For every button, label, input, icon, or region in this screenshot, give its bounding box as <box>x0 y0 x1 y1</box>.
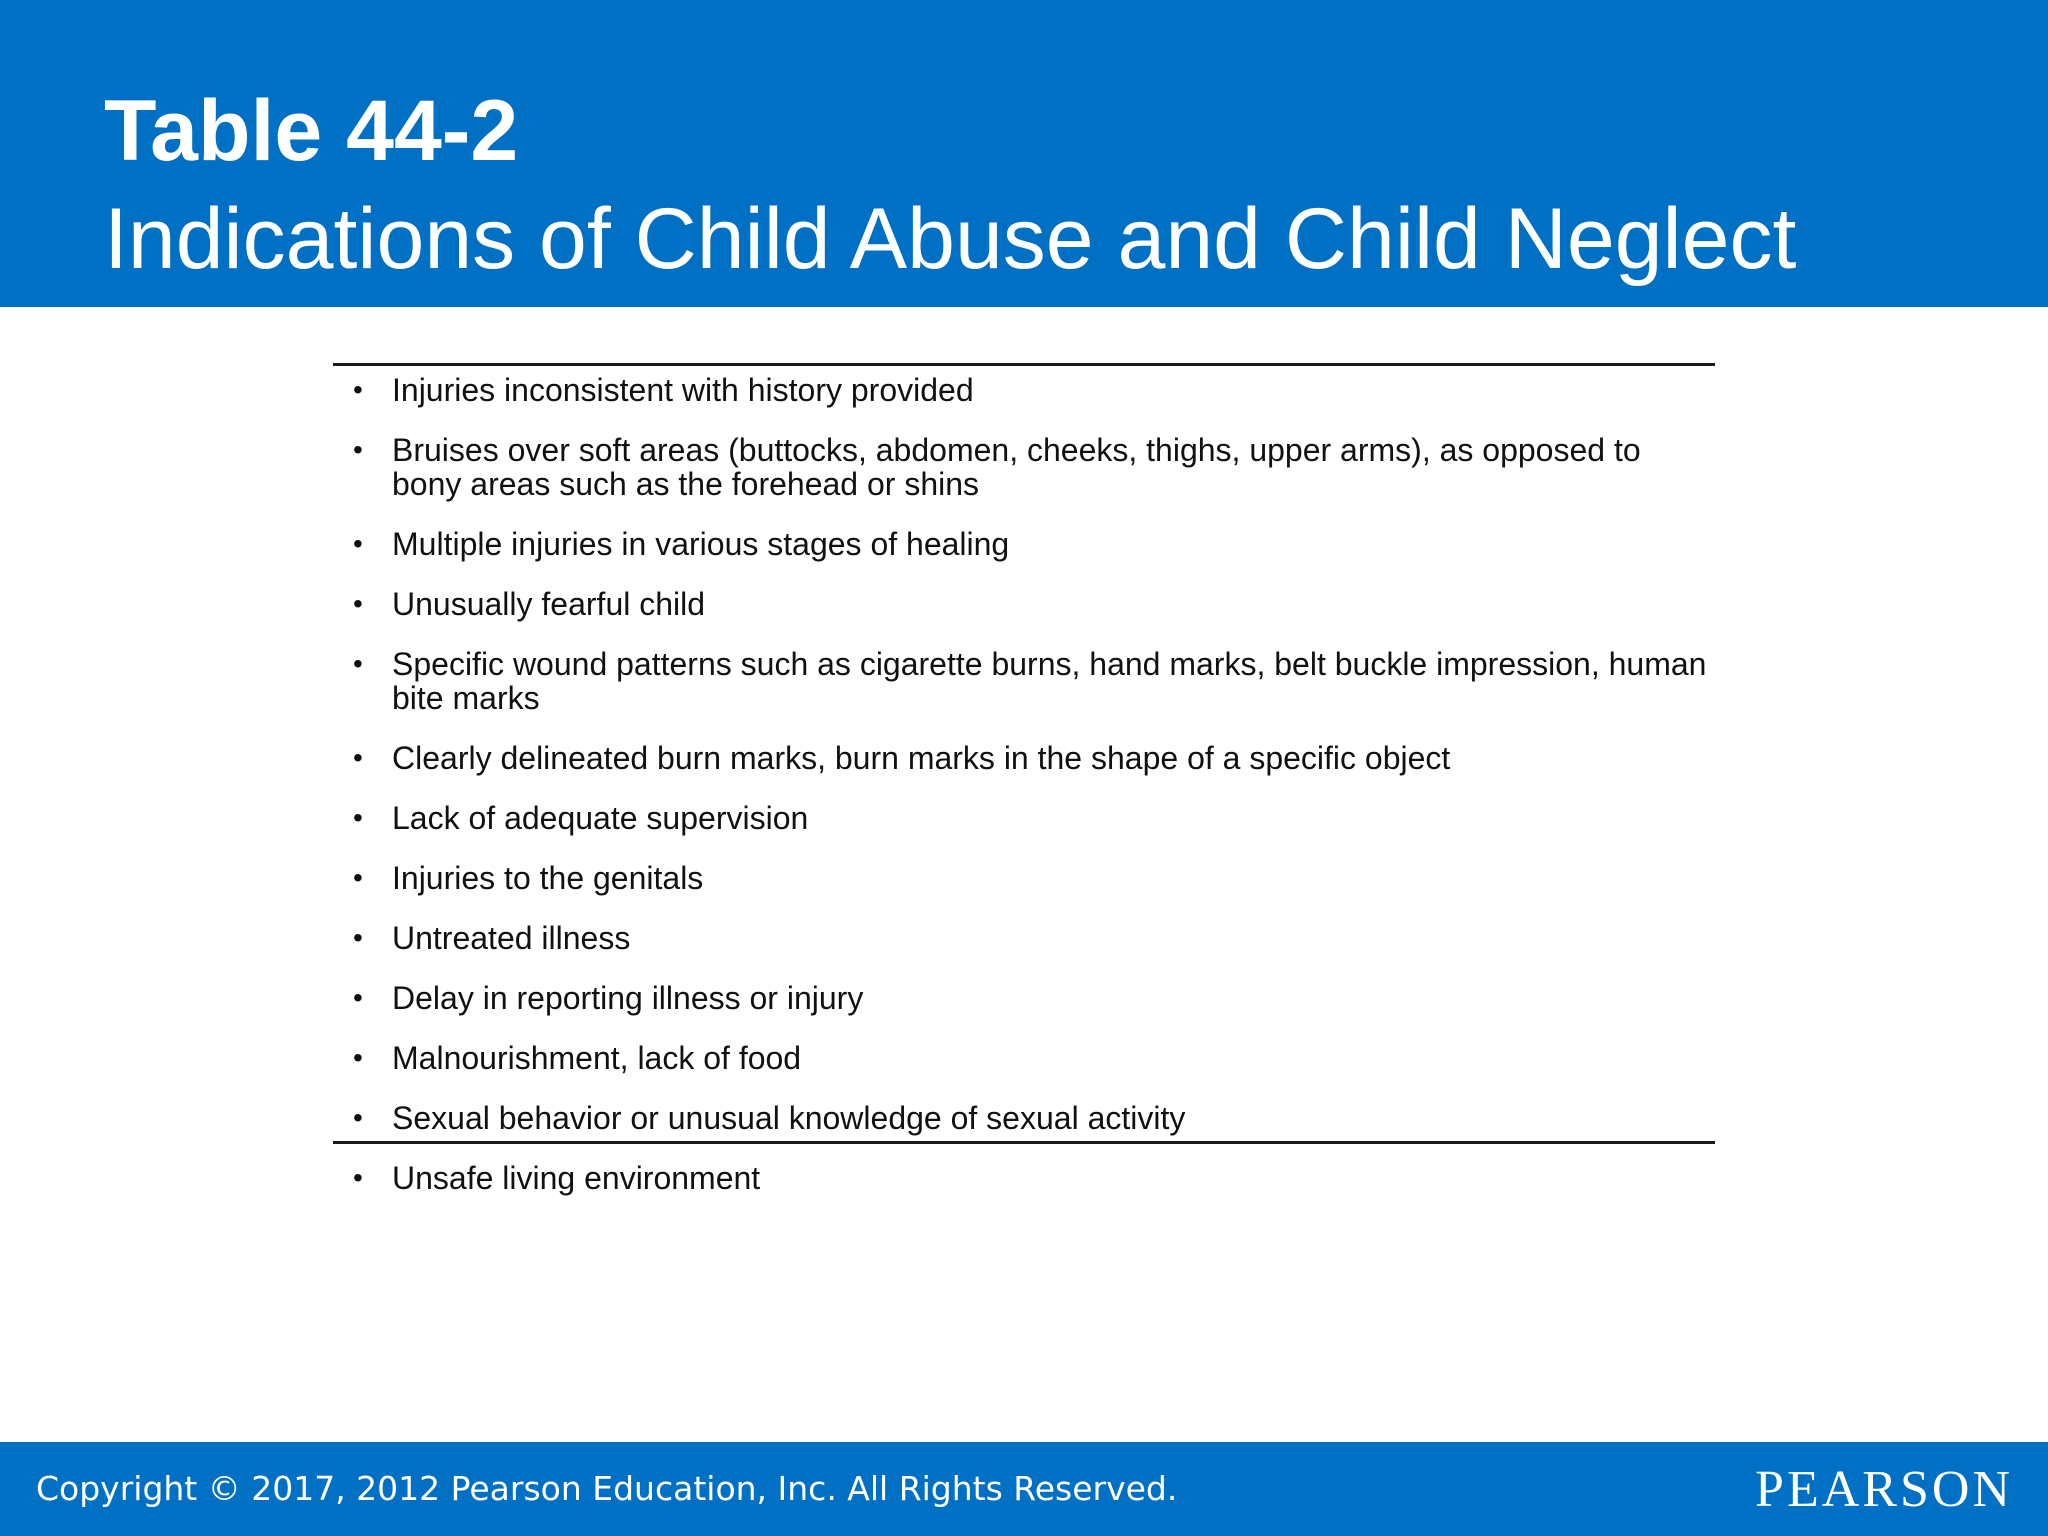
footer-bar <box>0 1442 2048 1536</box>
list-item <box>333 914 1715 955</box>
list-item <box>333 974 1715 1015</box>
bullet: • <box>353 528 363 559</box>
bullet: • <box>353 1162 363 1193</box>
list-item-text: Delay in reporting illness or injury <box>392 980 864 1016</box>
list-item <box>333 520 1715 561</box>
list-item <box>333 1094 1715 1135</box>
table-number: Table 44-2 <box>104 83 519 179</box>
bullet: • <box>353 982 363 1013</box>
bullet: • <box>353 922 363 953</box>
bullet: • <box>353 1102 363 1133</box>
list-item <box>333 1034 1715 1075</box>
list-item <box>333 580 1715 621</box>
bullet: • <box>353 802 363 833</box>
list-item <box>333 794 1715 835</box>
list-item <box>333 854 1715 895</box>
pearson-logo: PEARSON <box>1755 1461 2013 1518</box>
list-item <box>333 640 1715 715</box>
table-bottom-rule <box>333 1141 1715 1144</box>
list-item-text: Bruises over soft areas (buttocks, abdomen, cheeks, thighs, upper arms), as opposed to bony areas such as the forehead or shins <box>392 432 1641 502</box>
bullet: • <box>353 1042 363 1073</box>
list-item <box>333 426 1715 501</box>
list-item-text: Unsafe living environment <box>392 1160 761 1196</box>
list-item-text: Injuries to the genitals <box>392 860 704 896</box>
list-item-text: Clearly delineated burn marks, burn marks in the shape of a specific object <box>392 740 1451 776</box>
list-item-text: Sexual behavior or unusual knowledge of sexual activity <box>392 1100 1186 1136</box>
indications-list <box>333 366 1715 1214</box>
bullet: • <box>353 374 363 405</box>
page-title: Indications of Child Abuse and Child Neglect <box>104 191 1797 287</box>
bullet: • <box>353 648 363 679</box>
list-item-text: Untreated illness <box>392 920 631 956</box>
list-item-text: Multiple injuries in various stages of healing <box>392 526 1010 562</box>
list-item <box>333 734 1715 775</box>
list-item <box>333 1154 1715 1195</box>
list-item <box>333 366 1715 407</box>
list-item-text: Malnourishment, lack of food <box>392 1040 802 1076</box>
list-item-text: Injuries inconsistent with history provided <box>392 372 974 408</box>
bullet: • <box>353 862 363 893</box>
list-item-text: Specific wound patterns such as cigarette burns, hand marks, belt buckle impression, human bite marks <box>392 646 1707 716</box>
copyright-notice: Copyright © 2017, 2012 Pearson Education, Inc. All Rights Reserved. <box>36 1469 1178 1508</box>
list-item-text: Unusually fearful child <box>392 586 706 622</box>
bullet: • <box>353 588 363 619</box>
bullet: • <box>353 742 363 773</box>
list-item-text: Lack of adequate supervision <box>392 800 809 836</box>
bullet: • <box>353 434 363 465</box>
title-banner <box>0 0 2048 307</box>
